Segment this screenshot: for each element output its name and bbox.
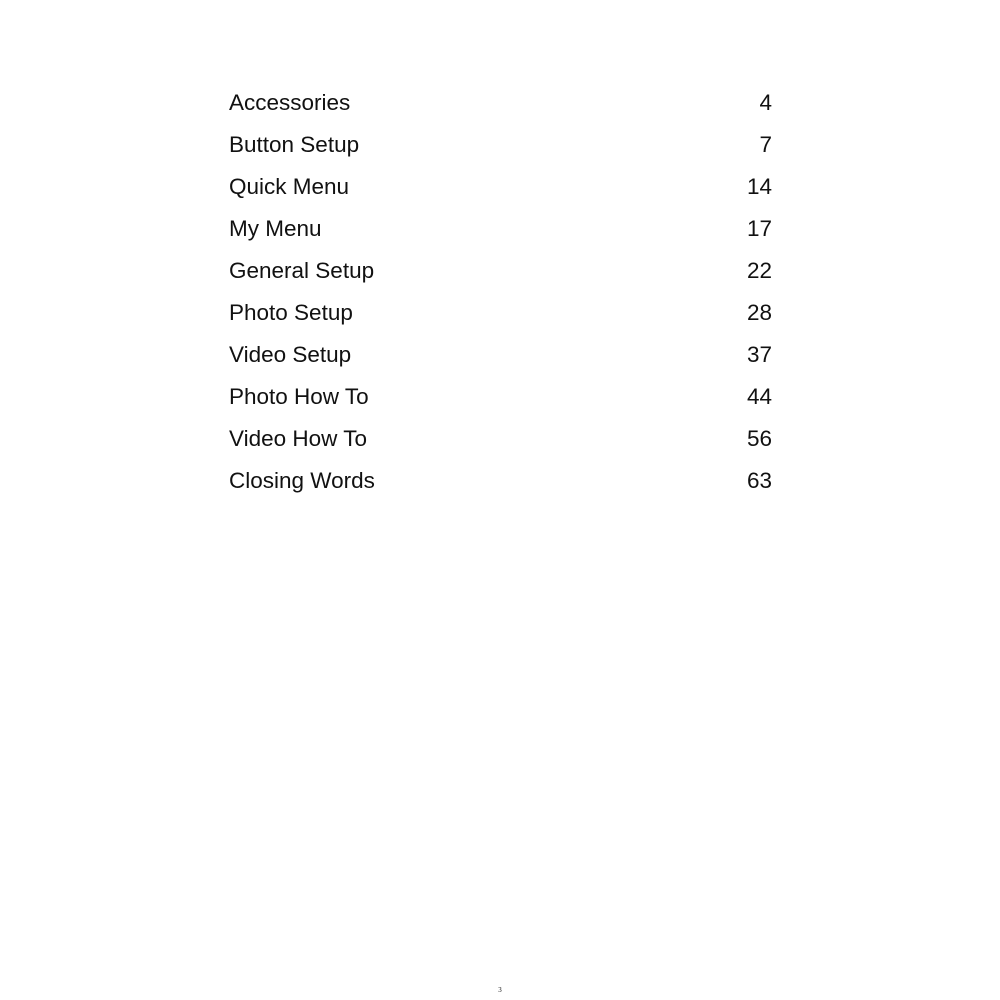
toc-entry-title: Photo How To <box>229 384 369 409</box>
toc-entry-title: General Setup <box>229 258 375 283</box>
toc-entry-title: Video Setup <box>229 342 352 367</box>
toc-entry-page: 22 <box>746 258 772 283</box>
table-of-contents <box>229 82 772 502</box>
toc-entry-title: Video How To <box>229 426 368 451</box>
toc-entry-video-setup[interactable] <box>229 334 772 376</box>
toc-entry-title: Photo Setup <box>229 300 353 325</box>
toc-entry-page: 14 <box>746 174 772 199</box>
toc-entry-photo-setup[interactable] <box>229 292 772 334</box>
toc-entry-my-menu[interactable] <box>229 208 772 250</box>
toc-entry-title: Quick Menu <box>229 174 350 199</box>
toc-entry-accessories[interactable] <box>229 82 772 124</box>
toc-entry-page: 17 <box>746 216 772 241</box>
toc-entry-title: Button Setup <box>229 132 360 157</box>
toc-entry-page: 63 <box>746 468 772 493</box>
toc-entry-general-setup[interactable] <box>229 250 772 292</box>
toc-entry-page: 37 <box>746 342 772 367</box>
toc-entry-page: 56 <box>746 426 772 451</box>
toc-entry-closing-words[interactable] <box>229 460 772 502</box>
toc-entry-quick-menu[interactable] <box>229 166 772 208</box>
toc-entry-button-setup[interactable] <box>229 124 772 166</box>
page-number: 3 <box>498 986 502 994</box>
toc-entry-page: 7 <box>759 132 772 157</box>
toc-entry-page: 28 <box>746 300 772 325</box>
toc-entry-page: 44 <box>746 384 772 409</box>
toc-entry-title: Accessories <box>229 90 351 115</box>
toc-entry-video-how-to[interactable] <box>229 418 772 460</box>
toc-entry-title: Closing Words <box>229 468 375 493</box>
toc-entry-photo-how-to[interactable] <box>229 376 772 418</box>
toc-entry-page: 4 <box>759 90 772 115</box>
toc-entry-title: My Menu <box>229 216 322 241</box>
